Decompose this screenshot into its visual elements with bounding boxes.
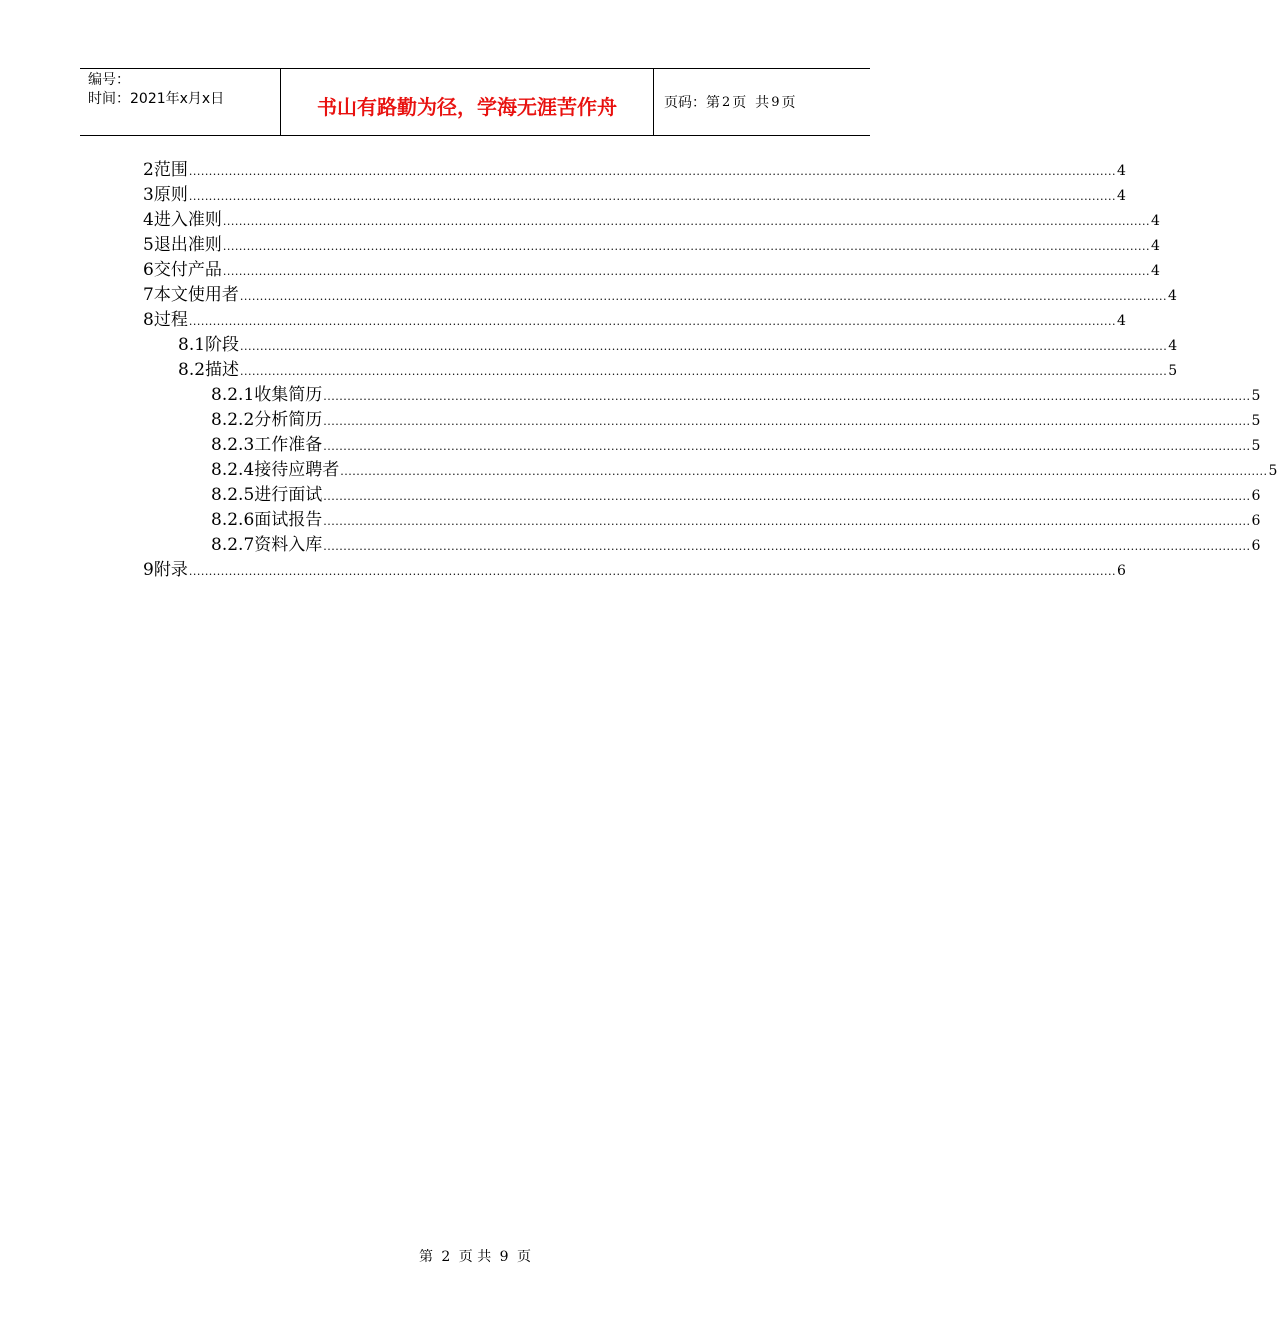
toc-leader-dots: ........................................................................................................................................................................................................................................ <box>222 240 1151 253</box>
toc-entry-title: 交付产品 <box>153 260 222 280</box>
toc-entry[interactable] <box>143 208 1160 233</box>
footer-suffix: 页 <box>517 1249 532 1265</box>
toc-leader-dots: ........................................................................................................................................................................................................................................ <box>188 315 1117 328</box>
toc-entry-title: 工作准备 <box>254 435 323 455</box>
toc-entry-title: 描述 <box>205 360 240 380</box>
header-meta <box>80 69 281 135</box>
toc-entry-number: 8.2.5 <box>211 485 255 505</box>
toc-leader-dots: ........................................................................................................................................................................................................................................ <box>323 540 1251 553</box>
toc-entry-number: 8.2.7 <box>211 535 255 555</box>
footer-mid: 页 共 <box>458 1249 492 1265</box>
toc-leader-dots: ........................................................................................................................................................................................................................................ <box>323 490 1251 503</box>
page-footer <box>0 1246 950 1266</box>
toc-entry[interactable] <box>143 558 1126 583</box>
document-number-label: 编号： <box>88 72 130 88</box>
toc-entry-page: 5 <box>1251 413 1261 429</box>
toc-entry-page: 4 <box>1117 163 1126 179</box>
toc-entry-page: 6 <box>1251 538 1261 554</box>
toc-entry-title: 本文使用者 <box>153 285 239 305</box>
toc-entry-number: 9 <box>143 560 154 580</box>
toc-entry-title: 原则 <box>153 185 188 205</box>
toc-entry[interactable] <box>143 233 1160 258</box>
toc-entry-page: 4 <box>1151 213 1160 229</box>
toc-entry-number: 6 <box>143 260 154 280</box>
toc-entry[interactable] <box>178 358 1178 383</box>
toc-entry-number: 8.1 <box>178 335 206 355</box>
toc-entry-title: 收集简历 <box>254 385 323 405</box>
toc-entry-page: 5 <box>1251 438 1261 454</box>
header-motto: 书山有路勤为径，学海无涯苦作舟 <box>281 69 654 135</box>
toc-entry-number: 2 <box>143 160 154 180</box>
toc-entry-title: 资料入库 <box>254 535 323 555</box>
toc-entry-title: 进行面试 <box>254 485 323 505</box>
toc-entry[interactable] <box>211 483 1261 508</box>
toc-leader-dots: ........................................................................................................................................................................................................................................ <box>188 565 1117 578</box>
toc-entry-title: 进入准则 <box>153 210 222 230</box>
toc-entry-number: 8.2.6 <box>211 510 255 530</box>
toc-leader-dots: ........................................................................................................................................................................................................................................ <box>222 215 1151 228</box>
toc-entry[interactable] <box>211 533 1261 558</box>
header-page-current: 2 <box>722 94 731 110</box>
document-date: 时间：2021年x月x日 <box>88 91 225 107</box>
toc-entry-number: 5 <box>143 235 154 255</box>
toc-entry-title: 退出准则 <box>153 235 222 255</box>
toc-entry[interactable] <box>211 383 1261 408</box>
toc-entry-number: 4 <box>143 210 154 230</box>
header-page-suffix: 页 <box>781 95 796 111</box>
toc-entry-title: 分析简历 <box>254 410 323 430</box>
toc-leader-dots: ........................................................................................................................................................................................................................................ <box>340 465 1268 478</box>
toc-entry-page: 4 <box>1117 313 1126 329</box>
toc-leader-dots: ........................................................................................................................................................................................................................................ <box>240 340 1168 353</box>
toc-entry-number: 7 <box>143 285 154 305</box>
footer-page-total: 9 <box>499 1249 509 1265</box>
header-page-total: 9 <box>771 94 780 110</box>
toc-entry[interactable] <box>143 283 1177 308</box>
toc-entry-number: 8.2.3 <box>211 435 255 455</box>
toc-entry-page: 4 <box>1168 288 1177 304</box>
toc-entry[interactable] <box>211 408 1261 433</box>
toc-entry-number: 8.2.1 <box>211 385 255 405</box>
toc-entry[interactable] <box>143 158 1126 183</box>
page-header <box>80 68 870 136</box>
toc-entry-page: 4 <box>1151 263 1160 279</box>
toc-leader-dots: ........................................................................................................................................................................................................................................ <box>323 440 1251 453</box>
footer-prefix: 第 <box>418 1249 433 1265</box>
toc-leader-dots: ........................................................................................................................................................................................................................................ <box>222 265 1151 278</box>
footer-page-current: 2 <box>441 1249 451 1265</box>
header-page-mid: 页 共 <box>732 95 770 111</box>
toc-entry-number: 3 <box>143 185 154 205</box>
toc-leader-dots: ........................................................................................................................................................................................................................................ <box>240 365 1168 378</box>
toc-leader-dots: ........................................................................................................................................................................................................................................ <box>323 515 1251 528</box>
toc-entry-page: 5 <box>1268 463 1277 479</box>
toc-entry-page: 5 <box>1251 388 1261 404</box>
toc-entry-title: 阶段 <box>205 335 240 355</box>
toc-leader-dots: ........................................................................................................................................................................................................................................ <box>188 190 1117 203</box>
toc-entry-title: 面试报告 <box>254 510 323 530</box>
toc-entry-number: 8.2 <box>178 360 206 380</box>
toc-entry[interactable] <box>143 258 1160 283</box>
toc-entry-page: 4 <box>1151 238 1160 254</box>
toc-entry-page: 4 <box>1117 188 1126 204</box>
toc-entry[interactable] <box>143 183 1126 208</box>
toc-entry-number: 8 <box>143 310 154 330</box>
toc-entry[interactable] <box>211 433 1261 458</box>
toc-leader-dots: ........................................................................................................................................................................................................................................ <box>239 290 1168 303</box>
toc-entry-title: 附录 <box>153 560 188 580</box>
toc-entry[interactable] <box>178 333 1178 358</box>
toc-entry-page: 6 <box>1251 488 1261 504</box>
toc-leader-dots: ........................................................................................................................................................................................................................................ <box>323 415 1251 428</box>
toc-entry-title: 过程 <box>153 310 188 330</box>
toc-entry-page: 6 <box>1251 513 1261 529</box>
toc-entry-page: 4 <box>1168 338 1178 354</box>
toc-leader-dots: ........................................................................................................................................................................................................................................ <box>323 390 1251 403</box>
toc-entry-title: 接待应聘者 <box>254 460 340 480</box>
toc-entry[interactable] <box>211 458 1277 483</box>
header-page-prefix: 页码：第 <box>664 95 720 111</box>
toc-entry-number: 8.2.2 <box>211 410 255 430</box>
toc-entry[interactable] <box>211 508 1261 533</box>
toc-entry-number: 8.2.4 <box>211 460 255 480</box>
toc-entry-page: 6 <box>1117 563 1126 579</box>
toc-entry-title: 范围 <box>153 160 188 180</box>
toc-entry[interactable] <box>143 308 1126 333</box>
header-page-info <box>654 69 870 135</box>
toc-entry-page: 5 <box>1168 363 1178 379</box>
toc-leader-dots: ........................................................................................................................................................................................................................................ <box>188 165 1117 178</box>
